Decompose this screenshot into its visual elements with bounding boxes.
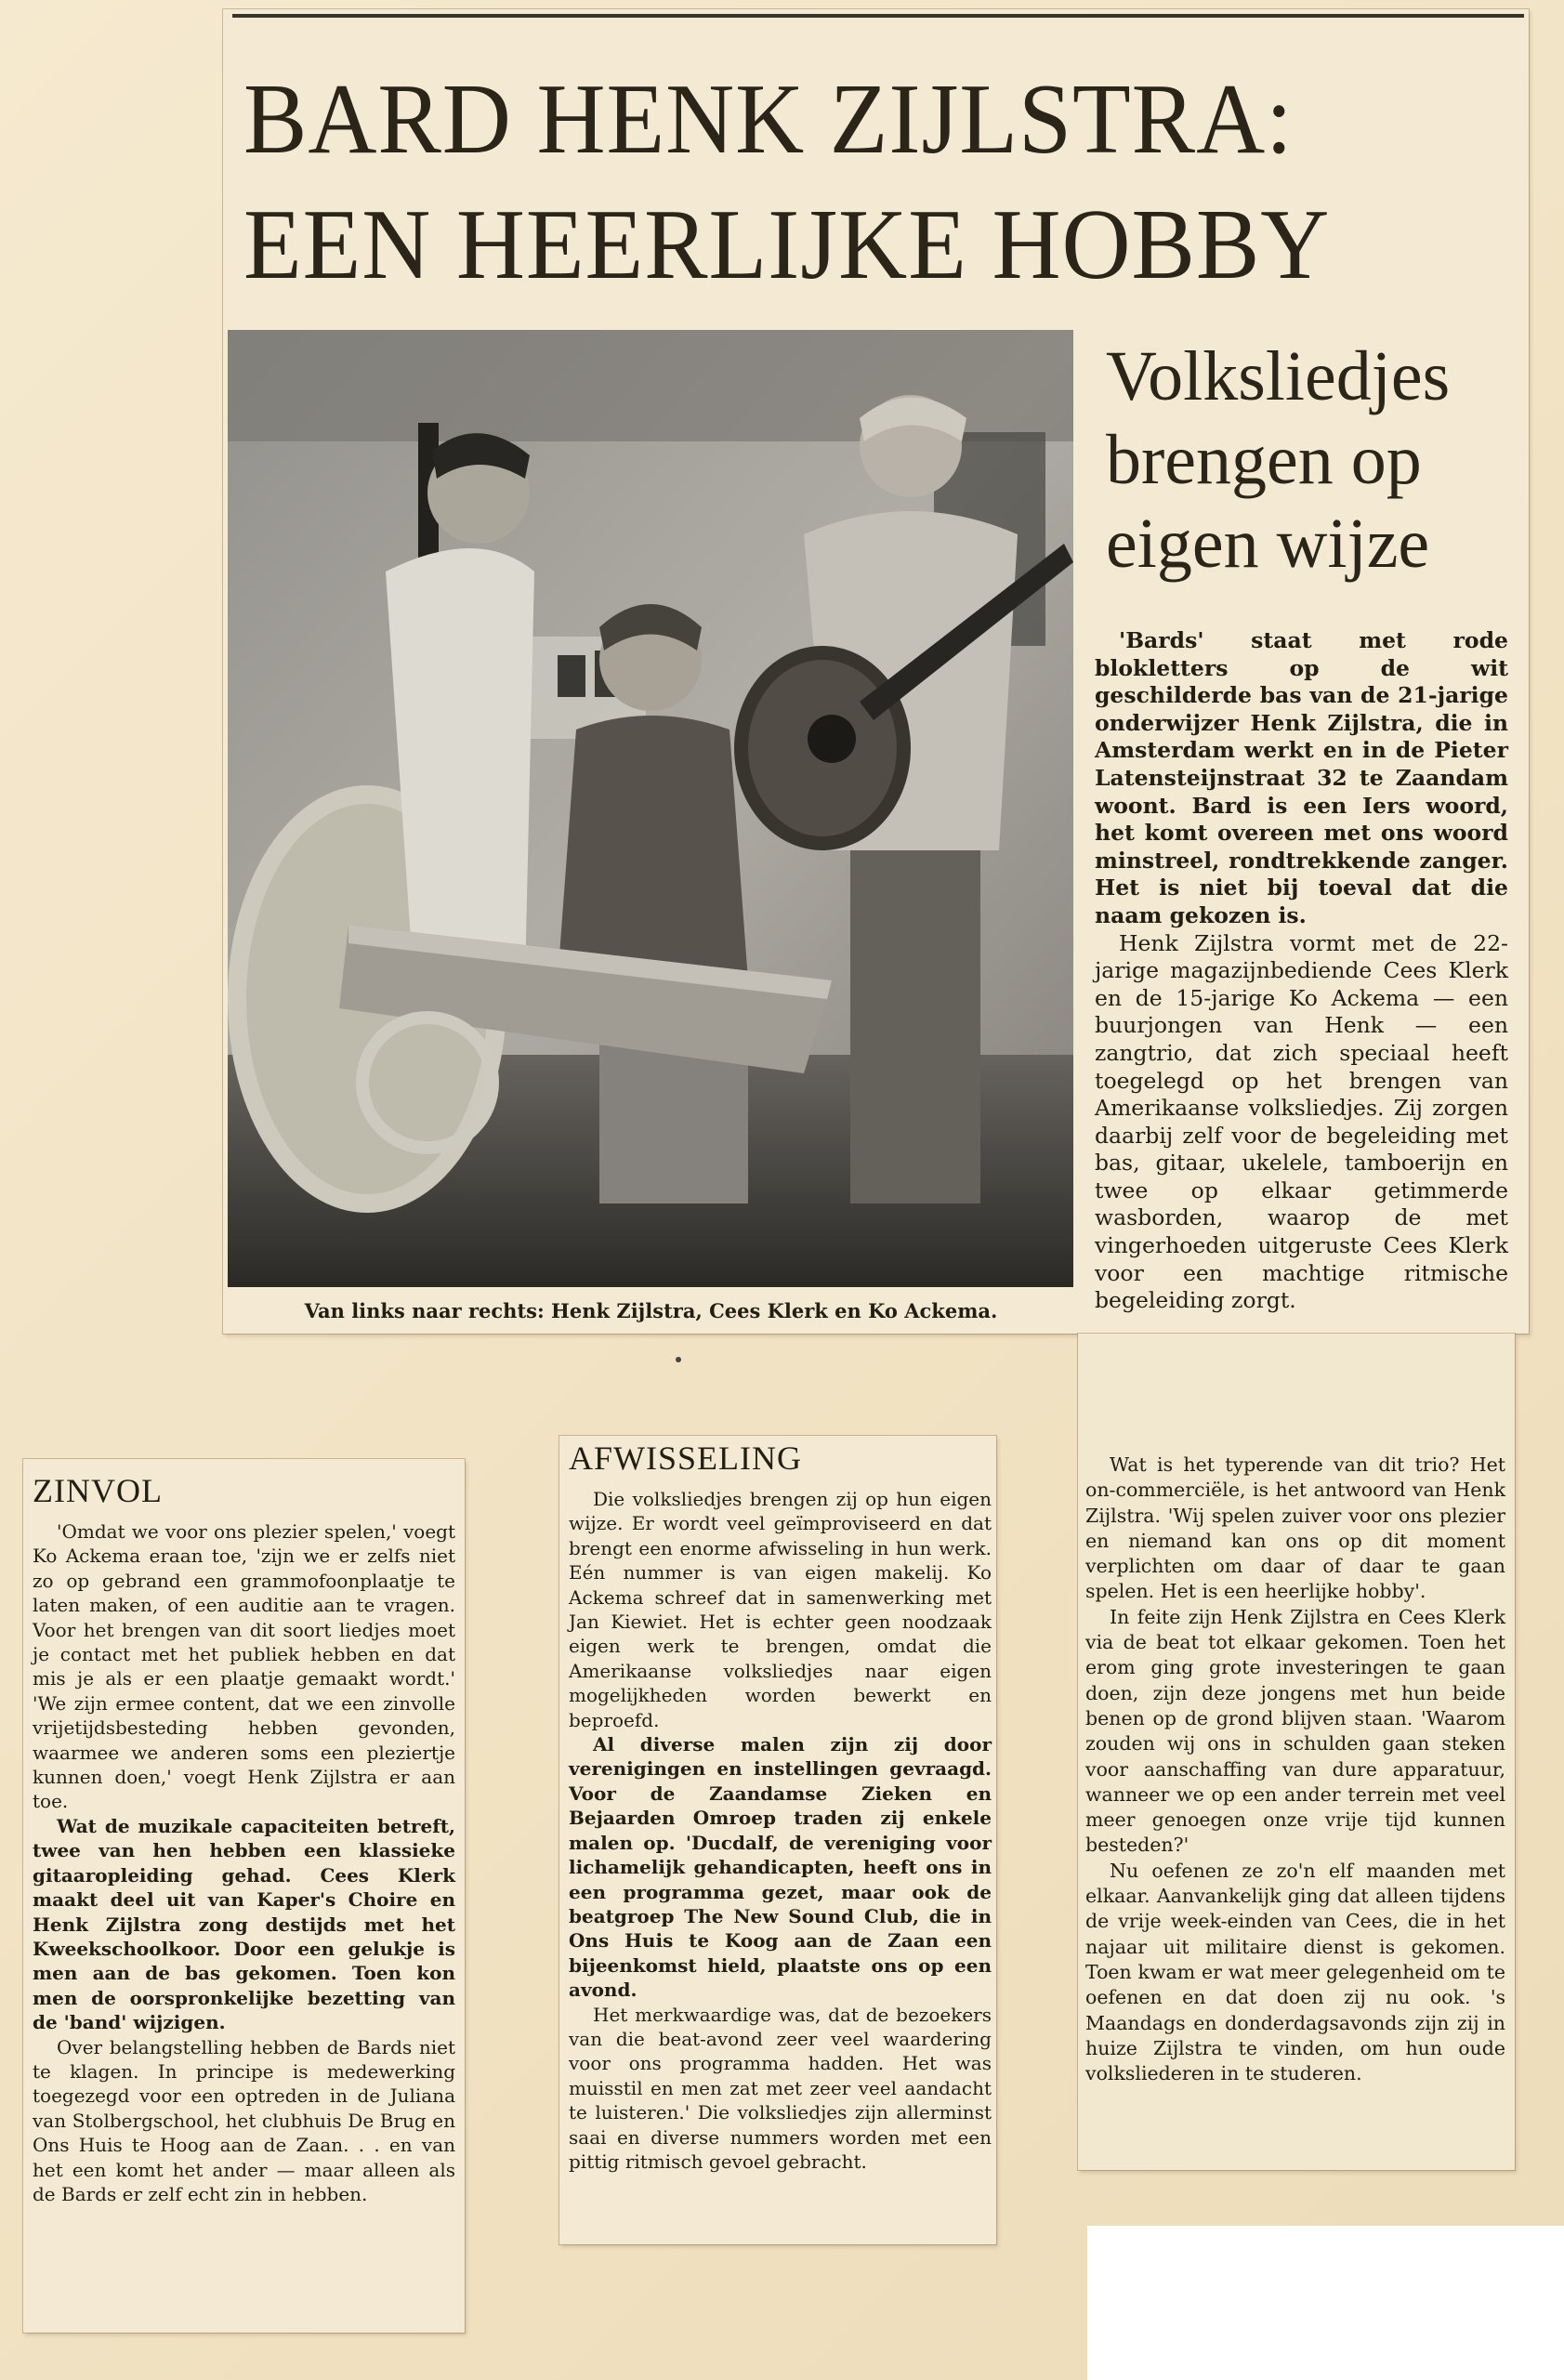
oefenen-paragraph: Nu oefenen ze zo'n elf maanden met elkaar. Aanvankelijk ging dat alleen tijdens de vrije week-einden van Cees, die in het najaar uit militaire dienst is gekomen. Toen kwam er wat meer gelegenheid om te oefenen en dat doen zij nu ook. 's Maandags en donderdagsavonds zijn zij in huize Zijlstra te vinden, om hun oude volksliederen in te studeren.	[1085, 1859, 1505, 2085]
typerend-paragraph: Wat is het typerende van dit trio? Het on-commerciële, is het antwoord van Henk Zijlstra. 'Wij spelen zuiver voor ons plezier en niemand kan ons op dit moment verplichten om daar of daar te gaan spelen. Het is een heerlijke hobby'.	[1085, 1453, 1505, 1603]
zinvol-paragraph-3: Over belangstelling hebben de Bards niet te klagen. In principe is medewerking toegezegd voor een optreden in de Juliana van Stolbergschool, het clubhuis De Brug en Ons Huis te Hoog aan de Zaan. . . en van het een komt het ander — maar alleen als de Bards er zelf echt zin in hebben.	[33, 2035, 455, 2205]
pin-mark	[676, 1357, 681, 1362]
afwisseling-paragraph-1: Die volksliedjes brengen zij op hun eigen wijze. Er wordt veel geïmproviseerd en dat brengt een enorme afwisseling in hun werk. Eén nummer is van eigen makelij. Ko Ackema schreef dat in samenwerking met Jan Kiewiet. Het is echter geen noodzaak eigen werk te brengen, omdat die Amerikaanse volksliedjes naar eigen mogelijkheden worden bewerkt en beproefd.	[569, 1488, 992, 1731]
top-rule	[232, 14, 1524, 18]
subhead-line-1: Volksliedjes	[1106, 337, 1451, 415]
headline-line-1: BARD HENK ZIJLSTRA:	[243, 64, 1294, 175]
section-heading-afwisseling: AFWISSELING	[569, 1440, 802, 1477]
section-heading-zinvol: ZINVOL	[33, 1472, 163, 1509]
article-column-right-top	[1095, 627, 1508, 1315]
trio-paragraph: Henk Zijlstra vormt met de 22-jarige magazijnbediende Cees Klerk en de 15-jarige Ko Ackema — een buurjongen van Henk — een zangtrio, dat zich speciaal heeft toegelegd op het brengen van Amerikaanse volksliedjes. Zij zorgen daarbij zelf voor de begeleiding met bas, gitaar, ukelele, tamboerijn en twee op elkaar getimmerde wasborden, waarop de met vingerhoeden uitgeruste Cees Klerk voor een machtige ritmische begeleiding zorgt.	[1095, 929, 1508, 1314]
afwisseling-paragraph-3: Het merkwaardige was, dat de bezoekers van die beat-avond zeer veel waardering voor ons programma hadden. Het was muisstil en men zat met zeer veel aandacht te luisteren.' Die volksliedjes zijn allerminst saai en diverse nummers worden met een pittig ritmisch gevoel gebracht.	[569, 2003, 992, 2173]
zinvol-paragraph-1: 'Omdat we voor ons plezier spelen,' voegt Ko Ackema eraan toe, 'zijn we er zelfs niet zo op gebrand een grammofoonplaatje te laten maken, of een auditie aan te vragen. Voor het brengen van dit soort liedjes moet je contact met het publiek hebben en dat mis je als er een plaatje gemaakt wordt.' 'We zijn ermee content, dat we een zinvolle vrijetijdsbesteding hebben gevonden, waarmee we anderen soms een pleziertje kunnen doen,' voegt Henk Zijlstra er aan toe.	[33, 1520, 455, 1813]
zinvol-paragraph-2: Wat de muzikale capaciteiten betreft, twee van hen hebben een klassieke gitaaropleiding gehad. Cees Klerk maakt deel uit van Kaper's Choire en Henk Zijlstra zong destijds met het Kweekschoolkoor. Door een gelukje is men aan de bas gekomen. Toen kon men de oorspronkelijke bezetting van de 'band' wijzigen.	[33, 1814, 455, 2034]
subheadline	[1106, 335, 1519, 585]
intro-paragraph: 'Bards' staat met rode blokletters op de wit geschilderde bas van de 21-jarige onderwijzer Henk Zijlstra, die in Amsterdam werkt en in de Pieter Latensteijnstraat 32 te Zaandam woont. Bard is een Iers woord, het komt overeen met ons woord minstreel, rondtrekkende zanger. Het is niet bij toeval dat die naam gekozen is.	[1095, 627, 1508, 928]
band-photo	[228, 330, 1073, 1287]
afwisseling-column	[569, 1487, 992, 2174]
headline-line-2: EEN HEERLIJKE HOBBY	[243, 190, 1331, 300]
subhead-line-2: brengen op	[1106, 421, 1422, 499]
afwisseling-paragraph-2: Al diverse malen zijn zij door verenigingen en instellingen gevraagd. Voor de Zaandamse Zieken en Bejaarden Omroep traden zij enkele malen op. 'Ducdalf, de vereniging voor lichamelijk gehandicapten, heeft ons in een programma gezet, maar ook de beatgroep The New Sound Club, die in Ons Huis te Koog aan de Zaan een bijeenkomst hield, plaatste ons op een avond.	[569, 1733, 992, 2002]
photo-caption: Van links naar rechts: Henk Zijlstra, Cees Klerk en Ko Ackema.	[304, 1299, 998, 1322]
zinvol-column	[33, 1519, 455, 2206]
blank-corner	[1087, 2226, 1564, 2380]
subhead-line-3: eigen wijze	[1106, 505, 1430, 583]
beat-paragraph: In feite zijn Henk Zijlstra en Cees Klerk via de beat tot elkaar gekomen. Toen het erom ging grote investeringen te gaan doen, zijn deze jongens met hun beide benen op de grond blijven staan. 'Waarom zouden wij ons in schulden gaan steken voor aanschaffing van dure apparatuur, wanneer we op een ander terrein met veel meer genoegen onze vrije tijd kunnen besteden?'	[1085, 1605, 1505, 1857]
article-column-right-lower	[1085, 1453, 1505, 2086]
